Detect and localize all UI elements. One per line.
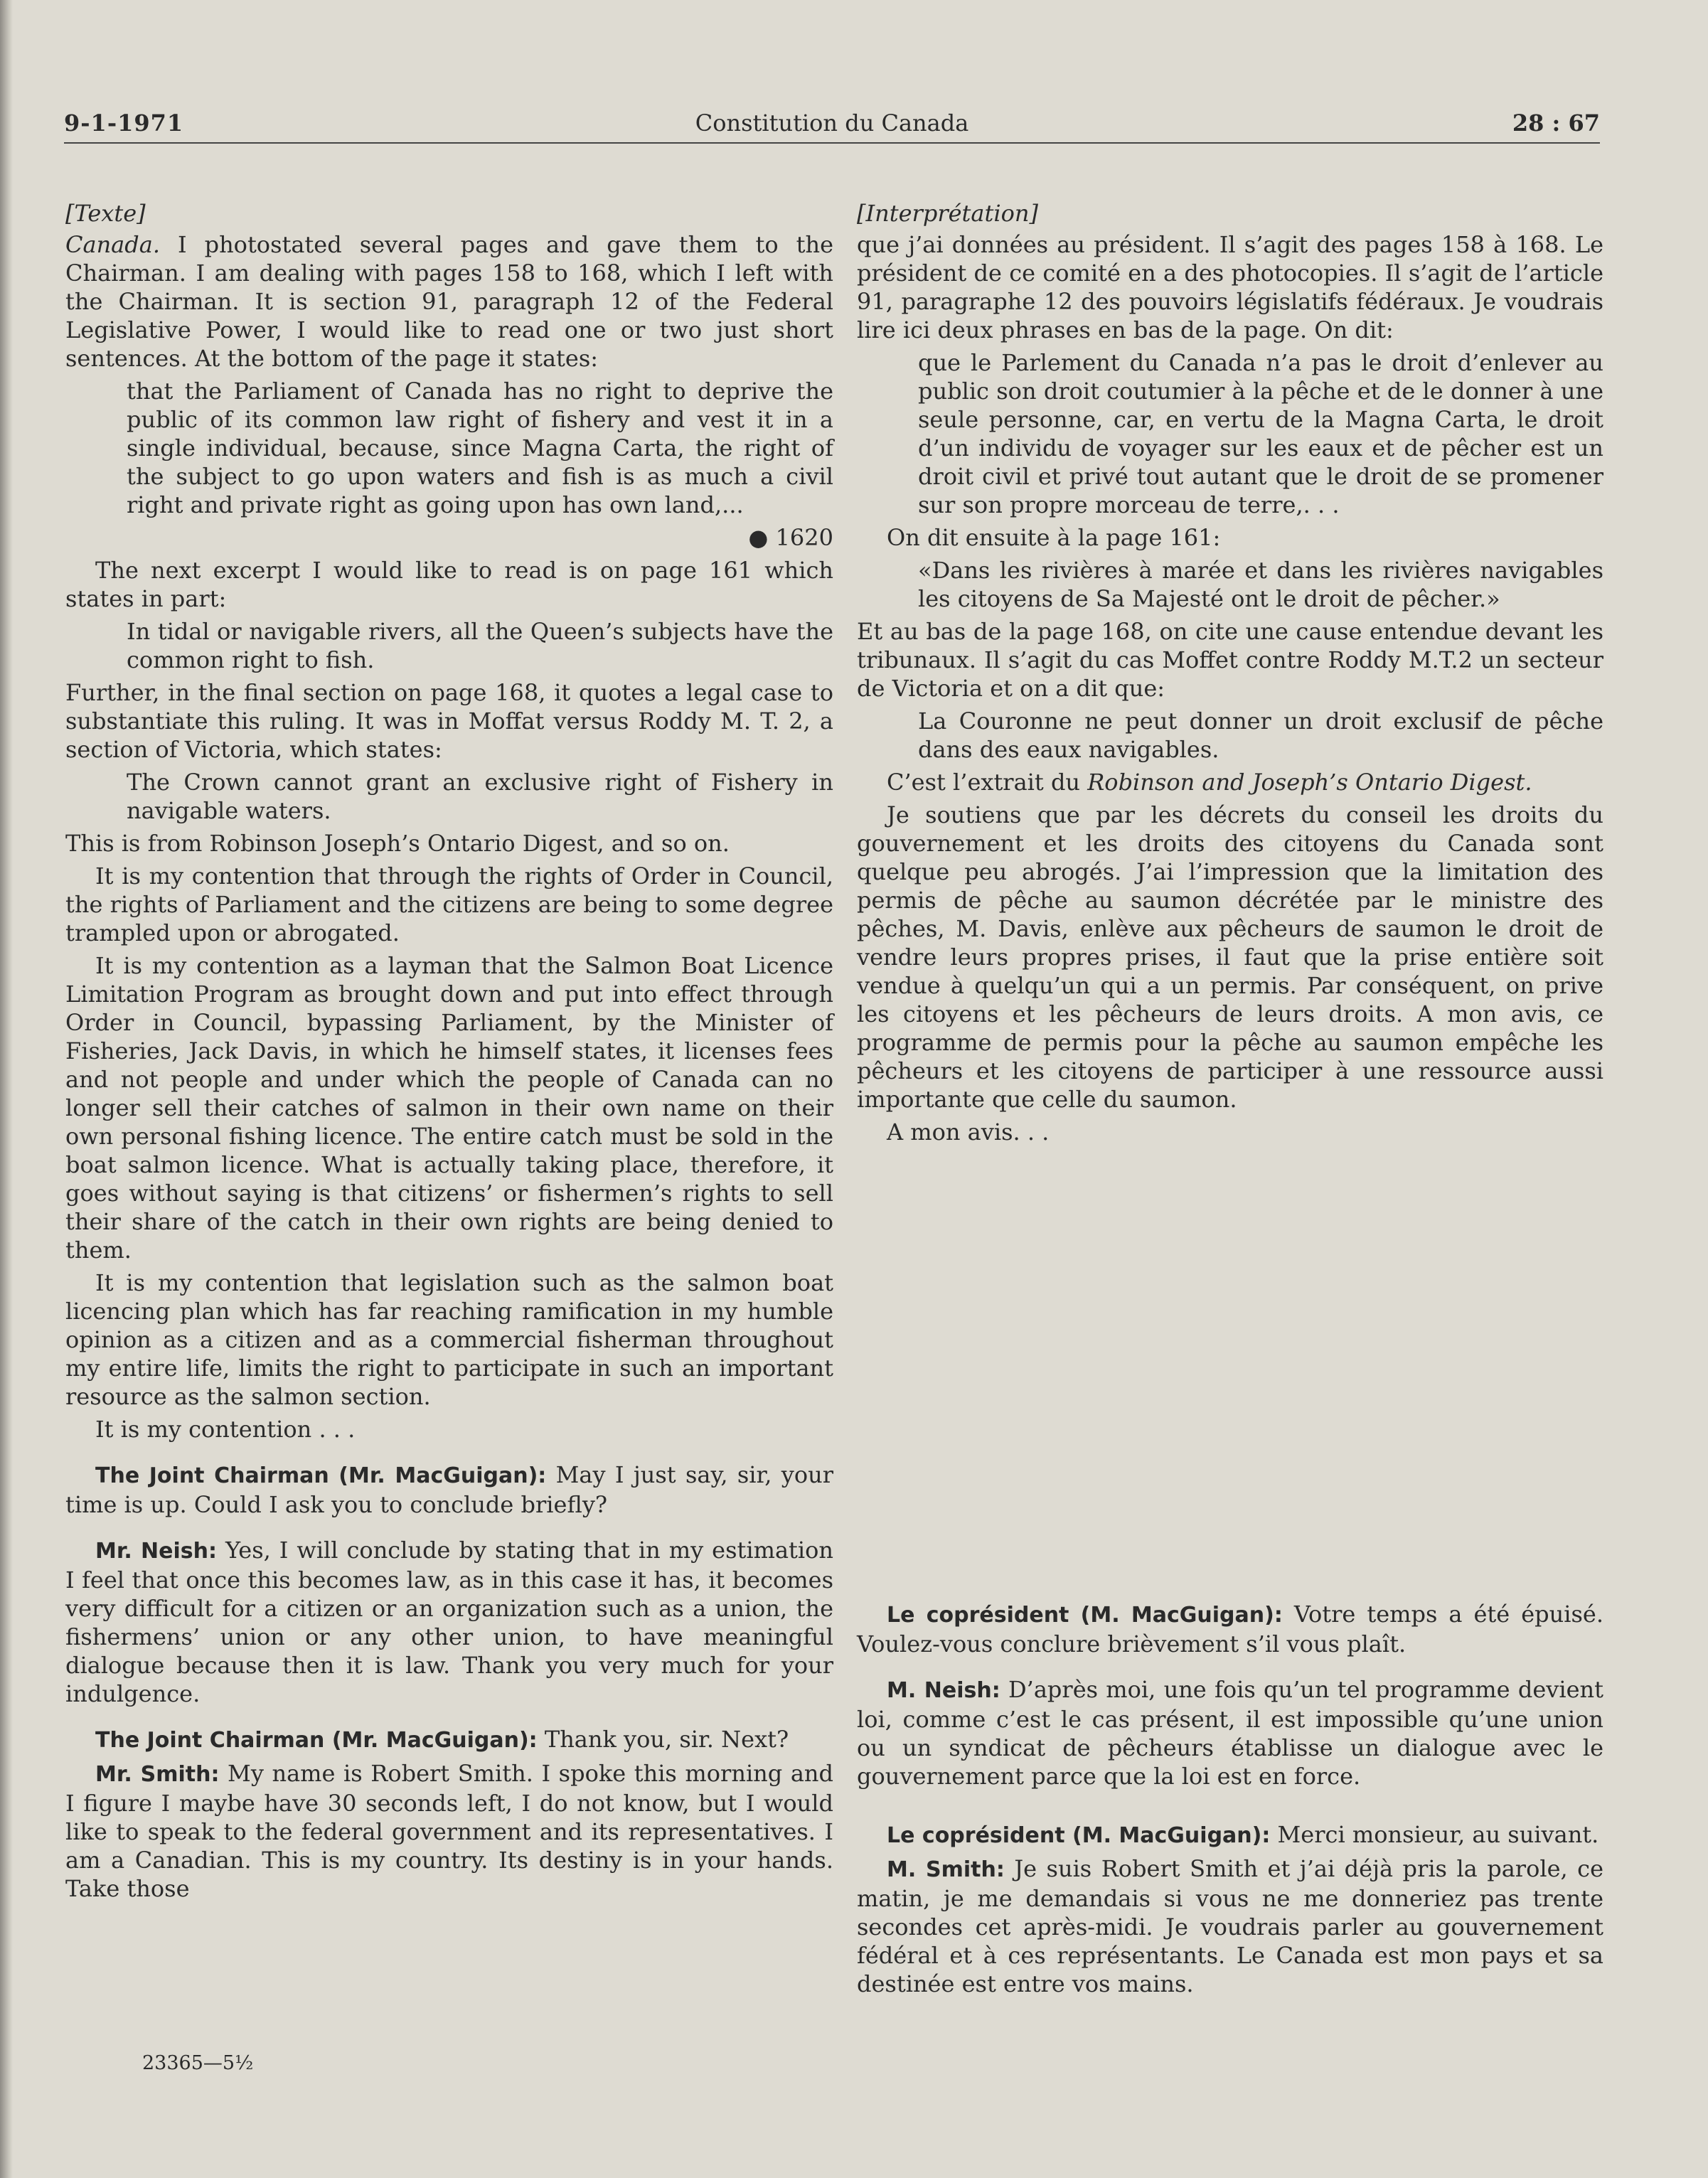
speaker-turn: Le coprésident (M. MacGuigan): Votre temps a été épuisé. Voulez-vous conclure brièvement s’il vous plaît. [857,1601,1603,1657]
english-column [65,199,833,1907]
paragraph: Further, in the final section on page 168, it quotes a legal case to substantiate this ruling. It was in Moffat versus Roddy M. T. 2, a section of Victoria, which states: [65,679,833,763]
speaker-turn: The Joint Chairman (Mr. MacGuigan): Thank you, sir. Next? [95,1726,789,1753]
paragraph: A mon avis. . . [887,1119,1050,1146]
header-page-number: 28 : 67 [1512,110,1600,137]
paragraph: It is my contention that legislation such as the salmon boat licencing plan which has far reaching ramification in my humble opinion as a citizen and as a commercial fisherman throughout my entire life, limits the right to participate in such an important resource as the salmon section. [65,1269,833,1410]
paragraph: It is my contention that through the rights of Order in Council, the rights of Parliament and the citizens are being to some degree trampled upon or abrogated. [65,863,833,946]
french-column [857,199,1603,1151]
speaker-turn: M. Smith: Je suis Robert Smith et j’ai déjà pris la parole, ce matin, je me demandais si vous ne me donneriez pas trente secondes cet après-midi. Je voudrais parler au gouvernement fédéral et à ces représentants. Le Canada est mon pays et sa destinée est entre vos mains. [857,1855,1604,1997]
speaker-turn: The Joint Chairman (Mr. MacGuigan): May I just say, sir, your time is up. Could I ask you to conclude briefly? [65,1461,833,1518]
paragraph: Canada. I photostated several pages and gave them to the Chairman. I am dealing with pages 158 to 168, which I left with the Chairman. It is section 91, paragraph 12 of the Federal Legislative Power, I would like to read one or two just short sentences. At the bottom of the page it states: [65,231,834,372]
french-column-speakers [857,1600,1603,2002]
publication-title: Robinson and Joseph’s Ontario Digest. [1087,769,1532,796]
paragraph: C’est l’extrait du Robinson and Joseph’s Ontario Digest. [887,769,1532,796]
paragraph: It is my contention . . . [95,1416,356,1443]
paragraph: This is from Robinson Joseph’s Ontario Digest, and so on. [65,830,730,857]
column-label: [Interprétation] [857,200,1038,227]
paragraph: The next excerpt I would like to read is on page 161 which states in part: [65,557,833,612]
quotation: that the Parliament of Canada has no right to deprive the public of its common law right of fishery and vest it in a single individual, because, since Magna Carta, the right of the subject to go upon waters and fish is as much a civil right and private right as going upon has own land,... [127,378,833,518]
paragraph: Je soutiens que par les décrets du conseil les droits du gouvernement et les droits des citoyens du Canada sont quelque peu abrogés. J’ai l’impression que la limitation des permis de pêche au saumon décrétée par le ministre des pêches, M. Davis, enlève aux pêcheurs de saumon le droit de vendre leurs propres prises, il faut que la prise entière soit vendue à quelqu’un qui a un permis. Par conséquent, on prive les citoyens et les pêcheurs de leurs droits. A mon avis, ce programme de permis pour la pêche au saumon empêche les pêcheurs et les citoyens de participer à une ressource aussi importante que celle du saumon. [857,801,1603,1113]
speaker-turn: Mr. Smith: My name is Robert Smith. I spoke this morning and I figure I maybe have 30 seconds left, I do not know, but I would like to speak to the federal government and its representatives. I am a Canadian. This is my country. Its destiny is in your hands. Take those [65,1760,834,1902]
header-date: 9-1-1971 [64,110,184,137]
paragraph: Et au bas de la page 168, on cite une cause entendue devant les tribunaux. Il s’agit du cas Moffet contre Roddy M.T.2 un secteur de Victoria et on a dit que: [857,618,1603,702]
quotation: La Couronne ne peut donner un droit exclusif de pêche dans des eaux navigables. [918,708,1603,763]
speaker-name: Mr. Neish: [95,1539,217,1564]
paragraph: que j’ai données au président. Il s’agit des pages 158 à 168. Le président de ce comité en a des photocopies. Il s’agit de l’article 91, paragraphe 12 des pouvoirs législatifs fédéraux. Je voudrais lire ici deux phrases en bas de la page. On dit: [857,231,1603,343]
speaker-turn: M. Neish: D’après moi, une fois qu’un tel programme devient loi, comme c’est le cas présent, il est impossible qu’une union ou un syndicat de pêcheurs établisse un dialogue avec le gouvernement parce que la loi est en force. [857,1676,1603,1790]
speaker-turn: Mr. Neish: Yes, I will conclude by stating that in my estimation I feel that once this becomes law, as in this case it has, it becomes very difficult for a citizen or an organization such as a union, the fishermens’ union or any other union, to have meaningful dialogue because then it is law. Thank you very much for your indulgence. [65,1537,833,1707]
paragraph: It is my contention as a layman that the Salmon Boat Licence Limitation Program as brought down and put into effect through Order in Council, bypassing Parliament, by the Minister of Fisheries, Jack Davis, in which he himself states, it licenses fees and not people and under which the people of Canada can no longer sell their catches of salmon in their own name on their own personal fishing licence. The entire catch must be sold in the boat salmon licence. What is actually taking place, therefore, it goes without saying is that citizens’ or fishermen’s rights to sell their share of the catch in their own rights are being denied to them. [65,952,833,1264]
speaker-name: M. Smith: [887,1857,1005,1882]
header-title: Constitution du Canada [695,110,969,137]
printer-code: 23365—5½ [142,2052,254,2074]
column-label: [Texte] [65,200,146,227]
speaker-name: The Joint Chairman (Mr. MacGuigan): [95,1728,538,1753]
speaker-name: Le coprésident (M. MacGuigan): [887,1823,1271,1848]
speaker-turn: Le coprésident (M. MacGuigan): Merci monsieur, au suivant. [887,1821,1599,1848]
speaker-name: The Joint Chairman (Mr. MacGuigan): [95,1463,547,1488]
quotation: In tidal or navigable rivers, all the Queen’s subjects have the common right to fish. [127,618,833,673]
quotation: «Dans les rivières à marée et dans les rivières navigables les citoyens de Sa Majesté ont le droit de pêcher.» [918,557,1603,612]
quotation: que le Parlement du Canada n’a pas le droit d’enlever au public son droit coutumier à la pêche et de le donner à une seule personne, car, en vertu de la Magna Carta, le droit d’un individu de voyager sur les eaux et de pêcher est un droit civil et privé tout autant que le droit de se promener sur son propre morceau de terre,. . . [918,349,1603,518]
time-marker: ● 1620 [748,524,833,551]
binding-shadow [0,0,13,2178]
speaker-name: M. Neish: [887,1678,1000,1703]
quotation: The Crown cannot grant an exclusive right of Fishery in navigable waters. [127,769,833,824]
speaker-name: Mr. Smith: [95,1762,220,1787]
paragraph: On dit ensuite à la page 161: [887,524,1221,551]
running-header [64,105,1600,144]
speaker-name: Le coprésident (M. MacGuigan): [887,1603,1283,1628]
lead-word: Canada. [65,231,160,258]
